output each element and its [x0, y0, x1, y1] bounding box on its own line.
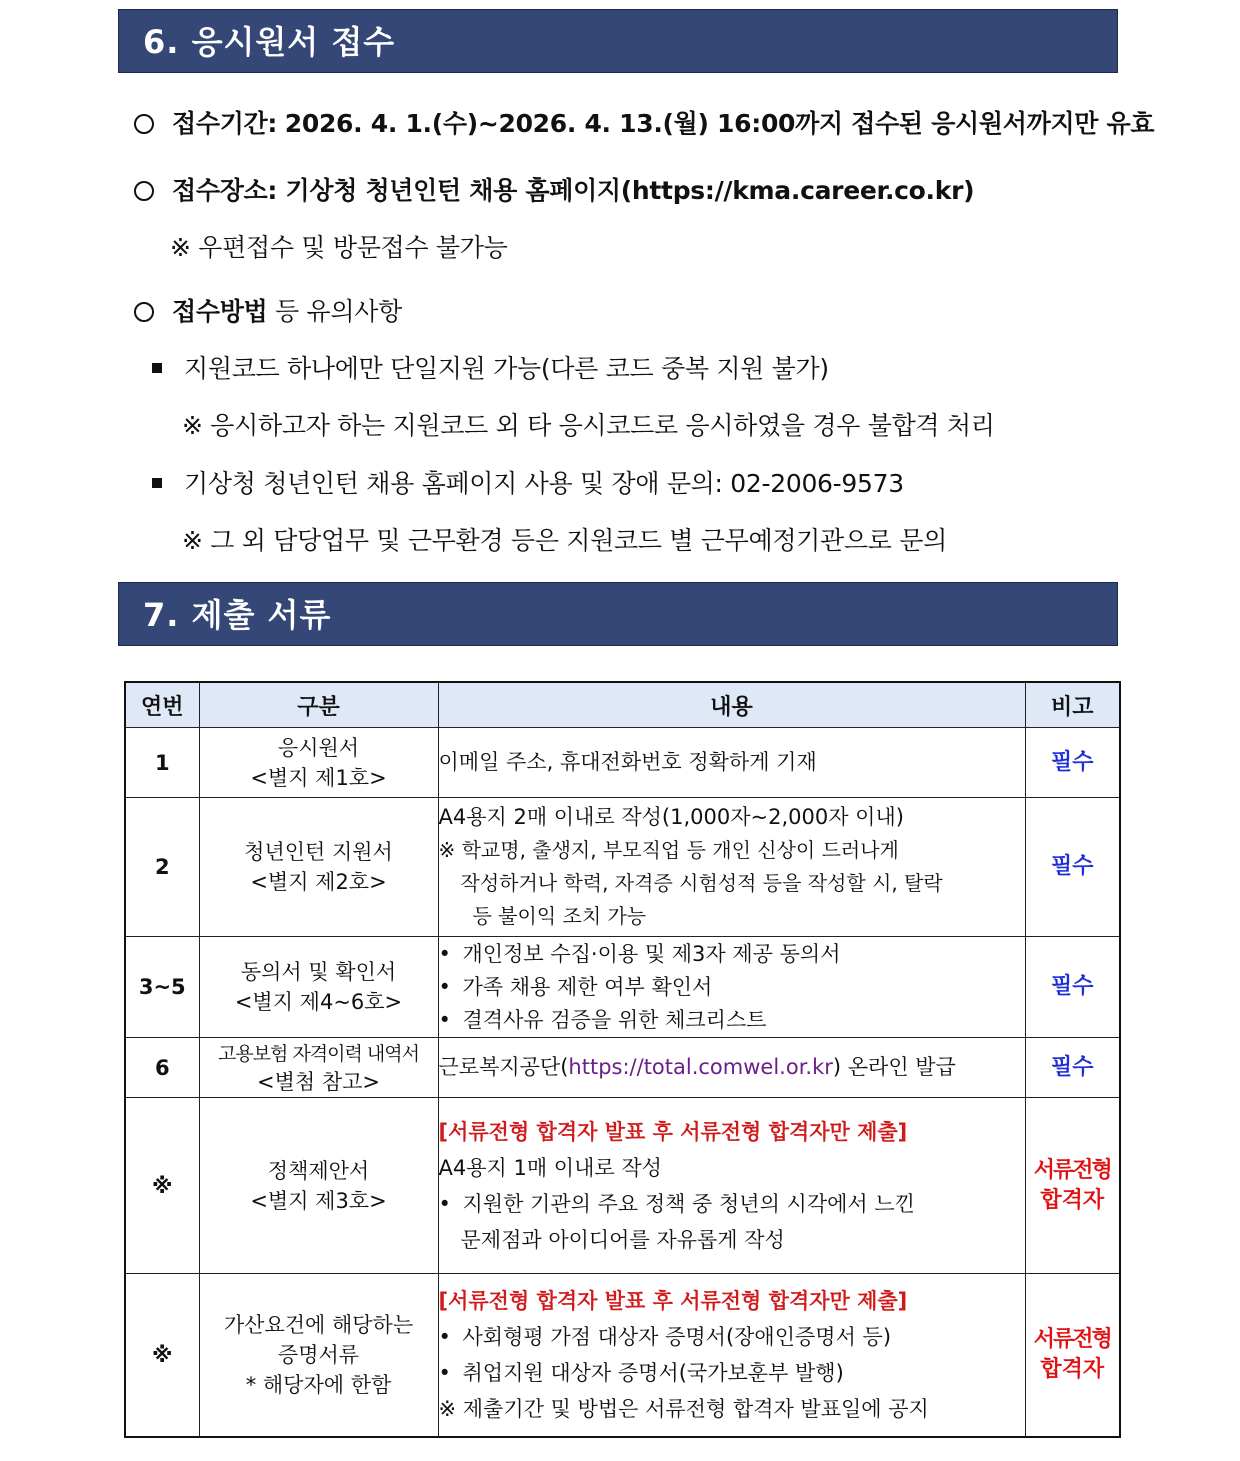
category-line: 증명서류	[277, 1342, 360, 1367]
note-line: 합격자	[1040, 1187, 1105, 1213]
item-1-note: ※ 응시하고자 하는 지원코드 외 타 응시코드로 응시하였을 경우 불합격 처리	[182, 411, 995, 440]
item-1-text: 지원코드 하나에만 단일지원 가능(다른 코드 중복 지원 불가)	[184, 354, 829, 383]
note-line: 서류전형	[1033, 1157, 1111, 1183]
content-title: [서류전형 합격자 발표 후 서류전형 합격자만 제출]	[438, 1288, 908, 1313]
category-line: <별지 제4~6호>	[234, 990, 403, 1014]
circle-bullet-icon	[134, 302, 154, 322]
table-row	[125, 1038, 1120, 1098]
row-category	[199, 728, 438, 798]
content-line: 등 불이익 조치 가능	[472, 904, 647, 928]
item-1	[152, 349, 829, 385]
category-line: * 해당자에 한함	[245, 1372, 392, 1397]
header-category: 구분	[199, 682, 438, 728]
content-line: A4용지 2매 이내로 작성(1,000자~2,000자 이내)	[438, 805, 904, 829]
row-content	[438, 1098, 1025, 1274]
content-line: ※ 제출기간 및 방법은 서류전형 합격자 발표일에 공지	[438, 1396, 929, 1421]
content-line	[439, 1319, 1025, 1355]
category-line: 정책제안서	[267, 1158, 370, 1183]
table-header-row	[125, 682, 1120, 728]
row-content	[438, 728, 1025, 798]
content-line: 문제점과 아이디어를 자유롭게 작성	[460, 1227, 785, 1252]
row-note-required: 필수	[1025, 937, 1120, 1038]
bullet-dot-icon: •	[438, 1007, 451, 1032]
period-line	[134, 104, 1154, 140]
content-line	[439, 1004, 1025, 1037]
header-note: 비고	[1025, 682, 1120, 728]
square-bullet-icon	[152, 478, 162, 488]
row-note-required: 필수	[1025, 728, 1120, 798]
row-num: 1	[125, 728, 199, 798]
table-row	[125, 728, 1120, 798]
content-text: 개인정보 수집·이용 및 제3자 제공 동의서	[462, 941, 841, 966]
bullet-dot-icon: •	[438, 1360, 451, 1385]
row-note-required: 필수	[1025, 1038, 1120, 1098]
place-value: : 기상청 청년인턴 채용 홈페이지(https://kma.career.co.kr)	[267, 176, 975, 205]
row-content	[438, 798, 1025, 937]
row-num: ※	[125, 1098, 199, 1274]
row-category	[199, 1274, 438, 1437]
content-line	[439, 1186, 1025, 1222]
content-text: 사회형평 가점 대상자 증명서(장애인증명서 등)	[462, 1324, 892, 1349]
method-label: 접수방법	[172, 297, 268, 326]
section-7-header	[118, 582, 1118, 646]
category-line: 청년인턴 지원서	[244, 840, 393, 864]
table-row	[125, 937, 1120, 1038]
documents-table	[124, 681, 1121, 1438]
square-bullet-icon	[152, 363, 162, 373]
category-line: <별첨 참고>	[256, 1069, 380, 1094]
method-line	[134, 292, 402, 328]
row-category	[199, 798, 438, 937]
content-line	[439, 1355, 1025, 1391]
header-content: 내용	[438, 682, 1025, 728]
comwel-link[interactable]: https://total.comwel.or.kr	[568, 1055, 833, 1079]
row-content	[438, 937, 1025, 1038]
row-num: 2	[125, 798, 199, 937]
section-6-title: 6. 응시원서 접수	[143, 23, 396, 61]
row-note-required: 필수	[1025, 798, 1120, 937]
content-text: 가족 채용 제한 여부 확인서	[462, 974, 713, 999]
note-line: 합격자	[1040, 1356, 1105, 1382]
content-title: [서류전형 합격자 발표 후 서류전형 합격자만 제출]	[438, 1119, 908, 1144]
item-2-note: ※ 그 외 담당업무 및 근무환경 등은 지원코드 별 근무예정기관으로 문의	[182, 526, 947, 555]
row-note-pass	[1025, 1098, 1120, 1274]
table-row	[125, 798, 1120, 937]
row-category	[199, 1098, 438, 1274]
row-num: ※	[125, 1274, 199, 1437]
period-label: 접수기간:	[172, 109, 278, 138]
content-line	[439, 971, 1025, 1004]
note-line: 서류전형	[1033, 1326, 1111, 1352]
place-note: ※ 우편접수 및 방문접수 불가능	[170, 233, 508, 262]
table-row	[125, 1274, 1120, 1437]
row-note-pass	[1025, 1274, 1120, 1437]
content-prefix: 근로복지공단(	[438, 1055, 569, 1079]
content-line: 이메일 주소, 휴대전화번호 정확하게 기재	[438, 750, 817, 774]
method-value: 등 유의사항	[267, 297, 402, 326]
category-line: <별지 제3호>	[250, 1188, 387, 1213]
period-value: 2026. 4. 1.(수)~2026. 4. 13.(월) 16:00까지 접수된 응시원서까지만 유효	[284, 109, 1155, 138]
content-text: 취업지원 대상자 증명서(국가보훈부 발행)	[462, 1360, 844, 1385]
table-row	[125, 1098, 1120, 1274]
row-num: 3~5	[125, 937, 199, 1038]
bullet-dot-icon: •	[438, 974, 451, 999]
content-line: 작성하거나 학력, 자격증 시험성적 등을 작성할 시, 탈락	[460, 871, 943, 895]
bullet-dot-icon: •	[438, 1191, 451, 1216]
item-2	[152, 464, 904, 500]
content-text: 지원한 기관의 주요 정책 중 청년의 시각에서 느낀	[462, 1191, 915, 1216]
category-line: <별지 제1호>	[250, 765, 387, 790]
row-content	[438, 1038, 1025, 1098]
content-line	[439, 938, 1025, 971]
bullet-dot-icon: •	[438, 1324, 451, 1349]
row-category	[199, 1038, 438, 1098]
section-6-header	[118, 9, 1118, 73]
item-2-text: 기상청 청년인턴 채용 홈페이지 사용 및 장애 문의: 02-2006-9573	[184, 469, 904, 498]
bullet-dot-icon: •	[438, 941, 451, 966]
place-label: 접수장소	[172, 176, 268, 205]
content-suffix: ) 온라인 발급	[832, 1055, 956, 1079]
circle-bullet-icon	[134, 181, 154, 201]
content-text: 결격사유 검증을 위한 체크리스트	[462, 1007, 767, 1032]
section-7-title: 7. 제출 서류	[143, 596, 332, 634]
row-content	[438, 1274, 1025, 1437]
category-line: 동의서 및 확인서	[240, 960, 397, 984]
category-line: 고용보험 자격이력 내역서	[218, 1042, 419, 1065]
row-category	[199, 937, 438, 1038]
place-line	[134, 171, 974, 207]
content-line: ※ 학교명, 출생지, 부모직업 등 개인 신상이 드러나게	[438, 838, 899, 862]
circle-bullet-icon	[134, 114, 154, 134]
category-line: 응시원서	[277, 735, 360, 760]
category-line: <별지 제2호>	[250, 870, 387, 894]
content-line: A4용지 1매 이내로 작성	[438, 1155, 662, 1180]
row-num: 6	[125, 1038, 199, 1098]
category-line: 가산요건에 해당하는	[223, 1312, 414, 1337]
header-num: 연번	[125, 682, 199, 728]
